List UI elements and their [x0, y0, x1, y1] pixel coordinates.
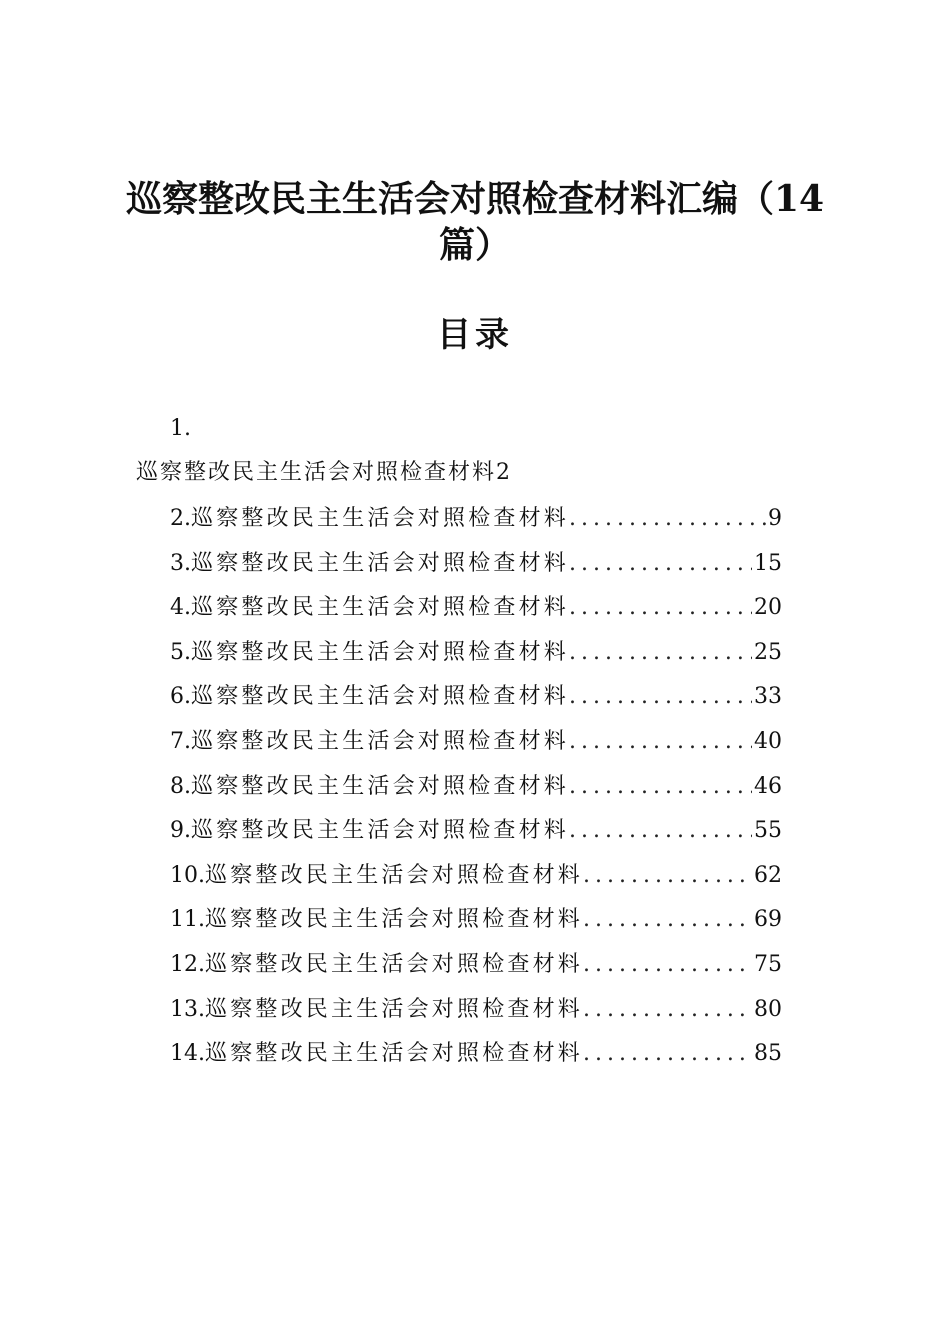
toc-entry-page: 69 — [754, 907, 782, 933]
toc-entry-number: 9. — [170, 818, 191, 844]
toc-entry-page: 33 — [754, 684, 782, 710]
dot-leader — [583, 861, 752, 891]
dot-leader — [569, 504, 766, 534]
toc-entry-text: 巡察整改民主生活会对照检查材料 — [191, 550, 570, 576]
toc-entry-text: 巡察整改民主生活会对照检查材料 — [191, 818, 570, 844]
toc-entry-page: 80 — [754, 996, 782, 1022]
toc-entry-page: 75 — [754, 951, 782, 977]
toc-entry-page: 20 — [754, 595, 782, 621]
toc-entry[interactable] — [170, 1039, 782, 1084]
toc-entry-text: 巡察整改民主生活会对照检查材料 — [191, 595, 570, 621]
toc-entry-1-text[interactable]: 巡察整改民主生活会对照检查材料2 — [136, 460, 512, 485]
toc-entry-page: 46 — [754, 773, 782, 799]
document-title: 巡察整改民主生活会对照检查材料汇编（14篇） — [125, 178, 825, 266]
toc-entry[interactable] — [170, 772, 782, 817]
toc-list — [170, 504, 782, 1084]
toc-entry-text: 巡察整改民主生活会对照检查材料 — [191, 773, 570, 799]
toc-entry-1-number: 1. — [170, 416, 191, 441]
dot-leader — [569, 682, 752, 712]
toc-entry-page: 25 — [754, 639, 782, 665]
toc-entry[interactable] — [170, 682, 782, 727]
toc-entry-number: 2. — [170, 506, 191, 531]
dot-leader — [569, 772, 752, 802]
toc-entry-number: 8. — [170, 773, 191, 799]
dot-leader — [569, 549, 752, 579]
toc-entry[interactable] — [170, 593, 782, 638]
toc-entry-number: 4. — [170, 595, 191, 621]
toc-entry-number: 11. — [170, 907, 205, 933]
dot-leader — [583, 995, 752, 1025]
dot-leader — [583, 1039, 752, 1069]
toc-entry-text: 巡察整改民主生活会对照检查材料 — [191, 684, 570, 710]
toc-entry-number: 7. — [170, 728, 191, 754]
toc-entry-number: 13. — [170, 996, 205, 1022]
toc-entry-number: 12. — [170, 951, 205, 977]
toc-entry[interactable] — [170, 995, 782, 1040]
toc-entry-page: 15 — [754, 550, 782, 576]
toc-entry[interactable] — [170, 727, 782, 772]
toc-entry-text: 巡察整改民主生活会对照检查材料 — [205, 951, 584, 977]
dot-leader — [569, 816, 752, 846]
toc-entry-text: 巡察整改民主生活会对照检查材料 — [191, 639, 570, 665]
toc-entry-number: 3. — [170, 550, 191, 576]
toc-entry-text: 巡察整改民主生活会对照检查材料 — [191, 728, 570, 754]
toc-entry[interactable] — [170, 504, 782, 549]
toc-entry-page: 55 — [754, 818, 782, 844]
toc-entry-number: 10. — [170, 862, 205, 888]
dot-leader — [583, 905, 752, 935]
toc-entry-text: 巡察整改民主生活会对照检查材料 — [205, 1041, 584, 1067]
toc-entry[interactable] — [170, 950, 782, 995]
toc-entry-page: 85 — [754, 1041, 782, 1067]
toc-entry-number: 14. — [170, 1041, 205, 1067]
toc-entry-page: 40 — [754, 728, 782, 754]
toc-entry[interactable] — [170, 816, 782, 861]
toc-entry-number: 6. — [170, 684, 191, 710]
toc-entry[interactable] — [170, 905, 782, 950]
toc-entry-number: 5. — [170, 639, 191, 665]
dot-leader — [583, 950, 752, 980]
toc-entry[interactable] — [170, 549, 782, 594]
toc-heading: 目录 — [437, 315, 513, 355]
toc-entry-text: 巡察整改民主生活会对照检查材料 — [205, 907, 584, 933]
toc-entry-text: 巡察整改民主生活会对照检查材料 — [205, 996, 584, 1022]
dot-leader — [569, 727, 752, 757]
toc-entry-text: 巡察整改民主生活会对照检查材料 — [205, 862, 584, 888]
dot-leader — [569, 638, 752, 668]
toc-entry[interactable] — [170, 861, 782, 906]
toc-entry[interactable] — [170, 638, 782, 683]
toc-entry-page: 9 — [768, 506, 782, 531]
toc-entry-page: 62 — [754, 862, 782, 888]
dot-leader — [569, 593, 752, 623]
toc-entry-text: 巡察整改民主生活会对照检查材料 — [191, 506, 570, 531]
